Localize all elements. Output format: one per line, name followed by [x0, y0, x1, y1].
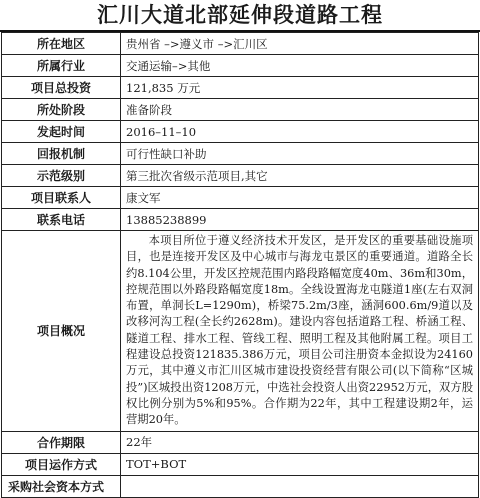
table-row-term [2, 431, 479, 453]
row-label: 所在地区 [2, 33, 121, 55]
row-value: 121,835 万元 [121, 77, 479, 99]
row-label: 项目联系人 [2, 187, 121, 209]
row-value: 第三批次省级示范项目,其它 [121, 165, 479, 187]
table-row-demo-level [2, 165, 479, 187]
row-label: 回报机制 [2, 143, 121, 165]
row-label: 示范级别 [2, 165, 121, 187]
overview-text: 本项目所位于遵义经济技术开发区，是开发区的重要基础设施项目，也是连接开发区及中心城市与海龙屯景区的重要通道。道路全长约8.104公里，开发区控规范围内路段路幅宽度40m、36m和30m，控规范围以外路段路幅宽度18m。全线设置海龙屯隧道1座(左右双洞布置，单洞长L=1290m)，桥梁75.2m/3座，涵洞600.6m/9道以及改移河沟工程(全长约2628m)。建设内容包括道路工程、桥涵工程、隧道工程、排水工程、管线工程、照明工程及其他附属工程。项目工程建设总投资121835.386万元，项目公司注册资本金拟设为24160万元，其中遵义市汇川区城市建设投资经营有限公司(以下简称“区城投”)区城投出资1208万元，中选社会投资人出资22952万元，双方股权比例分别为5%和95%。合作期为22年，其中工程建设期2年，运营期20年。 [126, 234, 473, 427]
table-row-stage [2, 99, 479, 121]
table-row-industry [2, 55, 479, 77]
row-label: 联系电话 [2, 209, 121, 231]
row-label: 合作期限 [2, 431, 121, 453]
row-label: 项目概况 [2, 231, 121, 432]
row-value: 2016–11–10 [121, 121, 479, 143]
row-label: 所属行业 [2, 55, 121, 77]
table-row-operation-mode [2, 453, 479, 475]
project-info-table [1, 32, 479, 498]
row-value: 22年 [121, 431, 479, 453]
table-row-procurement-method [2, 475, 479, 497]
row-value: 交通运输–>其他 [121, 55, 479, 77]
row-value: 康文军 [121, 187, 479, 209]
row-value: TOT+BOT [121, 453, 479, 475]
row-label: 项目总投资 [2, 77, 121, 99]
row-value: 可行性缺口补助 [121, 143, 479, 165]
row-value [121, 231, 479, 432]
page-title: 汇川大道北部延伸段道路工程 [0, 0, 480, 32]
row-value [121, 475, 479, 497]
row-label: 项目运作方式 [2, 453, 121, 475]
row-label: 发起时间 [2, 121, 121, 143]
row-label: 所处阶段 [2, 99, 121, 121]
row-value: 13885238899 [121, 209, 479, 231]
row-label: 采购社会资本方式 [2, 475, 121, 497]
table-row-start-date [2, 121, 479, 143]
row-value: 贵州省 –>遵义市 –>汇川区 [121, 33, 479, 55]
table-row-return-mechanism [2, 143, 479, 165]
table-row-region [2, 33, 479, 55]
table-row-phone [2, 209, 479, 231]
row-value: 准备阶段 [121, 99, 479, 121]
table-row-overview [2, 231, 479, 432]
table-row-total-investment [2, 77, 479, 99]
table-row-contact [2, 187, 479, 209]
